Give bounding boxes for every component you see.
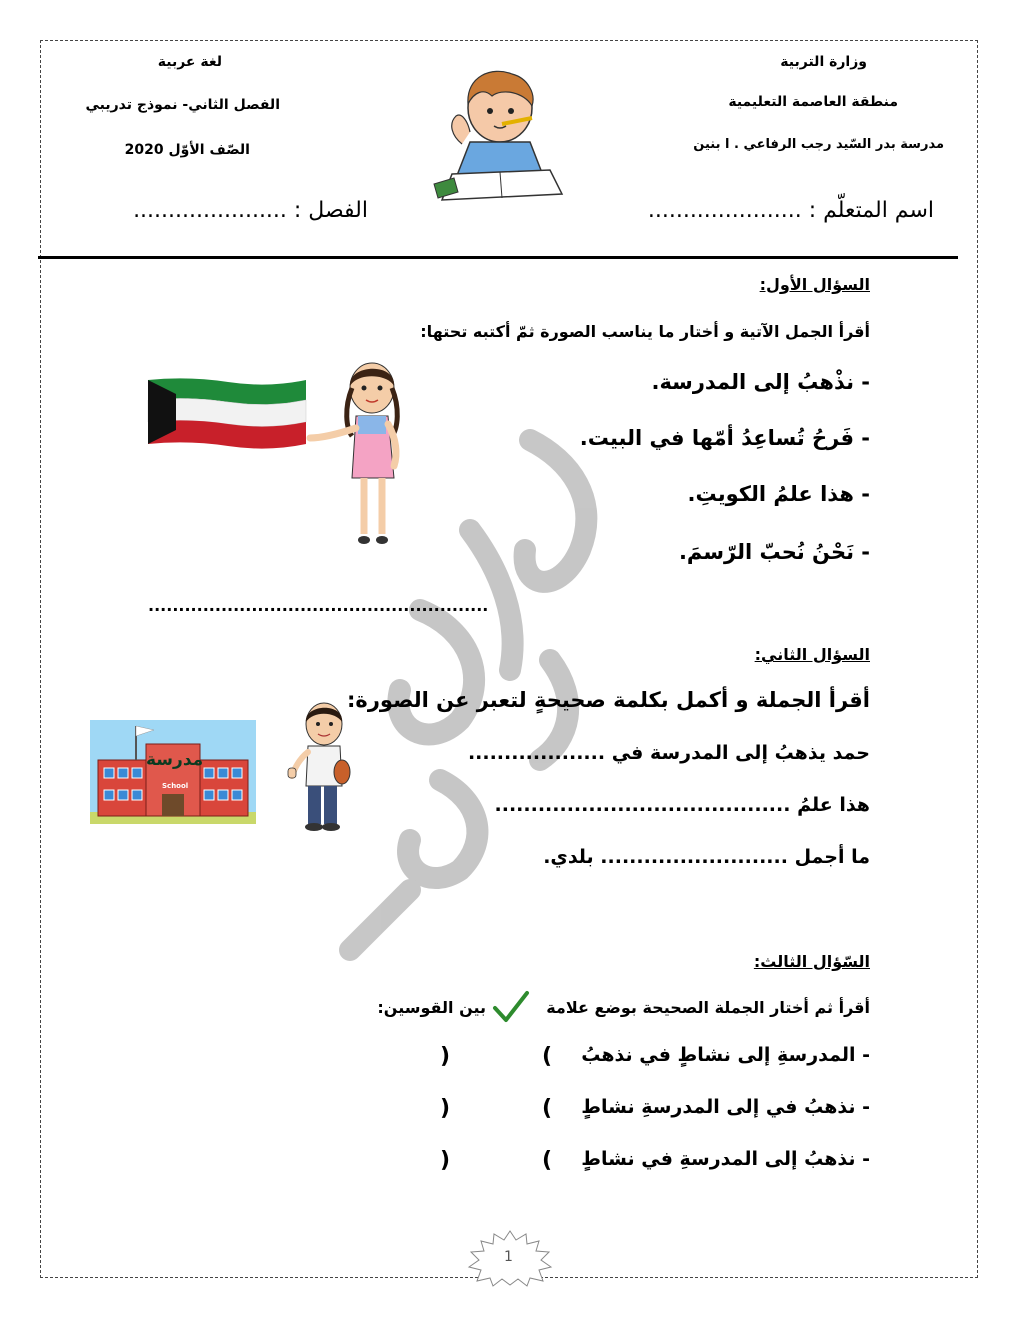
studying-boy-illustration <box>432 66 567 208</box>
kuwait-flag-image <box>148 378 308 448</box>
q3-title: السّؤال الثالث: <box>753 952 870 971</box>
subject-label: لغة عربية <box>157 54 222 70</box>
q1-title: السؤال الأول: <box>759 275 870 294</box>
school-sign: مدرسة <box>146 750 204 770</box>
answer-paren-open[interactable]: ( <box>542 1096 553 1121</box>
ministry-label: وزارة التربية <box>780 54 867 70</box>
boy-thumbs-up-image <box>286 700 356 832</box>
q3-option: - نذهبُ في إلى المدرسةِ نشاطٍ <box>581 1096 870 1118</box>
q1-instruction: أقرأ الجمل الآتية و أختار ما يناسب الصورة ثمّ أكتبه تحتها: <box>420 322 870 341</box>
header-separator <box>38 256 958 259</box>
q2-instruction: أقرأ الجملة و أكمل بكلمة صحيحةٍ لتعبر عن الصورة: <box>347 688 870 712</box>
q2-line[interactable]: هذا علمُ ......................................... <box>494 794 870 816</box>
q2-line[interactable]: ما أجمل .......................... بلدي. <box>543 846 870 868</box>
page-number: 1 <box>504 1249 513 1265</box>
q1-sentence: - هذا علمُ الكويتِ. <box>687 482 870 506</box>
q3-instruction: أقرأ ثم أختار الجملة الصحيحة بوضع علامة <box>546 998 870 1017</box>
class-field[interactable]: الفصل : ...................... <box>133 198 368 223</box>
q3-instruction-end: بين القوسين: <box>377 998 486 1017</box>
checkmark-icon <box>492 990 530 1024</box>
school-building-image <box>90 720 256 824</box>
girl-pointing-image <box>308 358 414 550</box>
term-label: الفصل الثاني- نموذج تدريبي <box>85 97 280 113</box>
grade-label: الصّف الأوّل 2020 <box>124 142 250 158</box>
answer-paren-open[interactable]: ( <box>542 1148 553 1173</box>
answer-paren-close[interactable]: ) <box>440 1148 451 1173</box>
q3-option: - المدرسةِ إلى نشاطٍ في نذهبُ <box>581 1044 870 1066</box>
student-name-field[interactable]: اسم المتعلّم : ...................... <box>647 198 934 223</box>
q1-sentence: - نذْهبُ إلى المدرسة. <box>651 370 870 394</box>
answer-paren-close[interactable]: ) <box>440 1096 451 1121</box>
watermark-text: خولة سامي <box>320 420 325 421</box>
q2-line[interactable]: حمد يذهبُ إلى المدرسة في ................... <box>467 742 870 764</box>
school-label: مدرسة بدر السّيد رجب الرفاعي . ا بنين <box>693 137 944 152</box>
answer-paren-close[interactable]: ) <box>440 1044 451 1069</box>
school-plate: School <box>162 782 189 790</box>
q2-title: السؤال الثاني: <box>754 645 870 664</box>
q3-option: - نذهبُ إلى المدرسةِ في نشاطٍ <box>581 1148 870 1170</box>
q1-sentence: - فَرحُ تُساعِدُ أمّها في البيت. <box>579 426 870 450</box>
q1-sentence: - نَحْنُ نُحبّ الرّسمَ. <box>678 540 870 564</box>
answer-paren-open[interactable]: ( <box>542 1044 553 1069</box>
q1-answer-line[interactable]: ........................................................ <box>148 596 489 615</box>
district-label: منطقة العاصمة التعليمية <box>728 94 898 110</box>
